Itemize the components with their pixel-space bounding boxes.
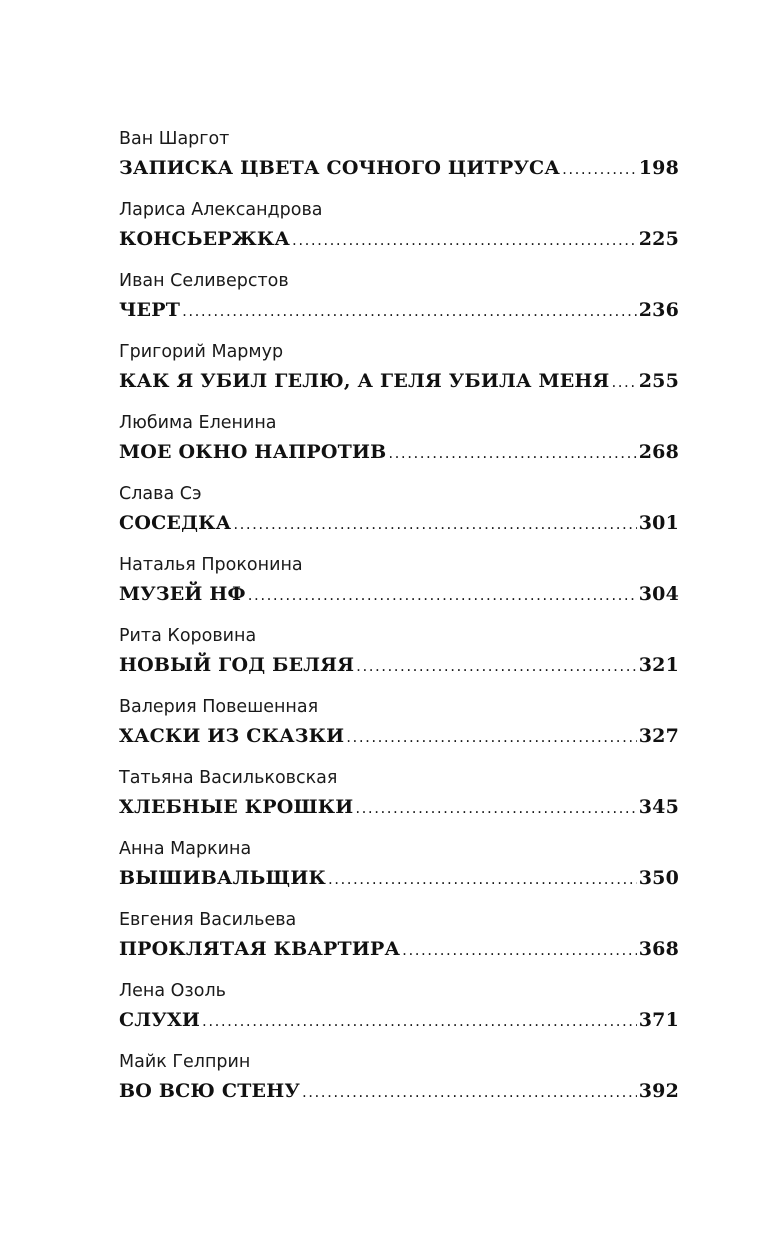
toc-entry [119, 197, 679, 268]
entry-author: Слава Сэ [119, 484, 202, 504]
dot-leader [233, 508, 636, 540]
dot-leader [302, 1076, 637, 1108]
entry-page-number: 345 [638, 796, 679, 818]
dot-leader [612, 366, 637, 398]
entry-page-number: 236 [638, 299, 679, 321]
entry-page-number: 301 [638, 512, 679, 534]
entry-title-line [119, 436, 679, 468]
toc-entry [119, 268, 679, 339]
entry-author: Валерия Повешенная [119, 697, 319, 717]
entry-author: Анна Маркина [119, 839, 252, 859]
entry-title: ЧЕРТ [119, 299, 181, 321]
entry-title-line [119, 649, 679, 681]
entry-page-number: 255 [638, 370, 679, 392]
dot-leader [562, 153, 637, 185]
entry-title-line [119, 294, 679, 326]
toc-entry [119, 126, 679, 197]
dot-leader [182, 295, 637, 327]
entry-author: Лариса Александрова [119, 200, 323, 220]
entry-title-line [119, 791, 679, 823]
entry-page-number: 327 [638, 725, 679, 747]
dot-leader [355, 792, 636, 824]
dot-leader [328, 863, 637, 895]
dot-leader [402, 934, 637, 966]
dot-leader [346, 721, 636, 753]
toc-entry [119, 765, 679, 836]
entry-title-line [119, 1004, 679, 1036]
entry-title: НОВЫЙ ГОД БЕЛЯЯ [119, 654, 355, 676]
entry-author: Евгения Васильева [119, 910, 297, 930]
entry-title-line [119, 1075, 679, 1107]
entry-author: Лена Озоль [119, 981, 226, 1001]
entry-title: СОСЕДКА [119, 512, 232, 534]
toc-entry [119, 978, 679, 1049]
toc-entry [119, 623, 679, 694]
entry-author: Ван Шаргот [119, 129, 230, 149]
entry-title: ВО ВСЮ СТЕНУ [119, 1080, 300, 1102]
toc-entry [119, 552, 679, 623]
entry-author: Рита Коровина [119, 626, 257, 646]
entry-title-line [119, 933, 679, 965]
entry-author: Татьяна Васильковская [119, 768, 338, 788]
entry-title-line [119, 152, 679, 184]
entry-page-number: 198 [638, 157, 679, 179]
table-of-contents [119, 126, 679, 1120]
toc-entry [119, 410, 679, 481]
toc-entry [119, 836, 679, 907]
entry-page-number: 225 [638, 228, 679, 250]
toc-entry [119, 907, 679, 978]
entry-title: КАК Я УБИЛ ГЕЛЮ, А ГЕЛЯ УБИЛА МЕНЯ [119, 370, 610, 392]
toc-entry [119, 339, 679, 410]
entry-author: Иван Селиверстов [119, 271, 289, 291]
entry-title-line [119, 578, 679, 610]
entry-title: СЛУХИ [119, 1009, 201, 1031]
entry-title: МОЕ ОКНО НАПРОТИВ [119, 441, 387, 463]
dot-leader [356, 650, 637, 682]
toc-entry [119, 481, 679, 552]
entry-author: Любима Еленина [119, 413, 277, 433]
entry-page-number: 392 [638, 1080, 679, 1102]
entry-title-line [119, 507, 679, 539]
entry-title: ЗАПИСКА ЦВЕТА СОЧНОГО ЦИТРУСА [119, 157, 561, 179]
entry-title: МУЗЕЙ НФ [119, 583, 246, 605]
entry-page-number: 368 [638, 938, 679, 960]
entry-author: Наталья Проконина [119, 555, 303, 575]
entry-title: ПРОКЛЯТАЯ КВАРТИРА [119, 938, 401, 960]
dot-leader [202, 1005, 637, 1037]
entry-page-number: 268 [638, 441, 679, 463]
entry-title: ХЛЕБНЫЕ КРОШКИ [119, 796, 354, 818]
toc-entry [119, 1049, 679, 1120]
entry-title-line [119, 862, 679, 894]
entry-page-number: 321 [638, 654, 679, 676]
entry-author: Григорий Мармур [119, 342, 284, 362]
toc-entry [119, 694, 679, 765]
dot-leader [388, 437, 636, 469]
dot-leader [292, 224, 637, 256]
entry-title-line [119, 223, 679, 255]
entry-title: ВЫШИВАЛЬЩИК [119, 867, 326, 889]
entry-author: Майк Гелприн [119, 1052, 251, 1072]
entry-page-number: 304 [638, 583, 679, 605]
dot-leader [248, 579, 637, 611]
entry-page-number: 350 [638, 867, 679, 889]
entry-title: ХАСКИ ИЗ СКАЗКИ [119, 725, 345, 747]
entry-title-line [119, 365, 679, 397]
entry-title: КОНСЬЕРЖКА [119, 228, 291, 250]
entry-page-number: 371 [638, 1009, 679, 1031]
entry-title-line [119, 720, 679, 752]
